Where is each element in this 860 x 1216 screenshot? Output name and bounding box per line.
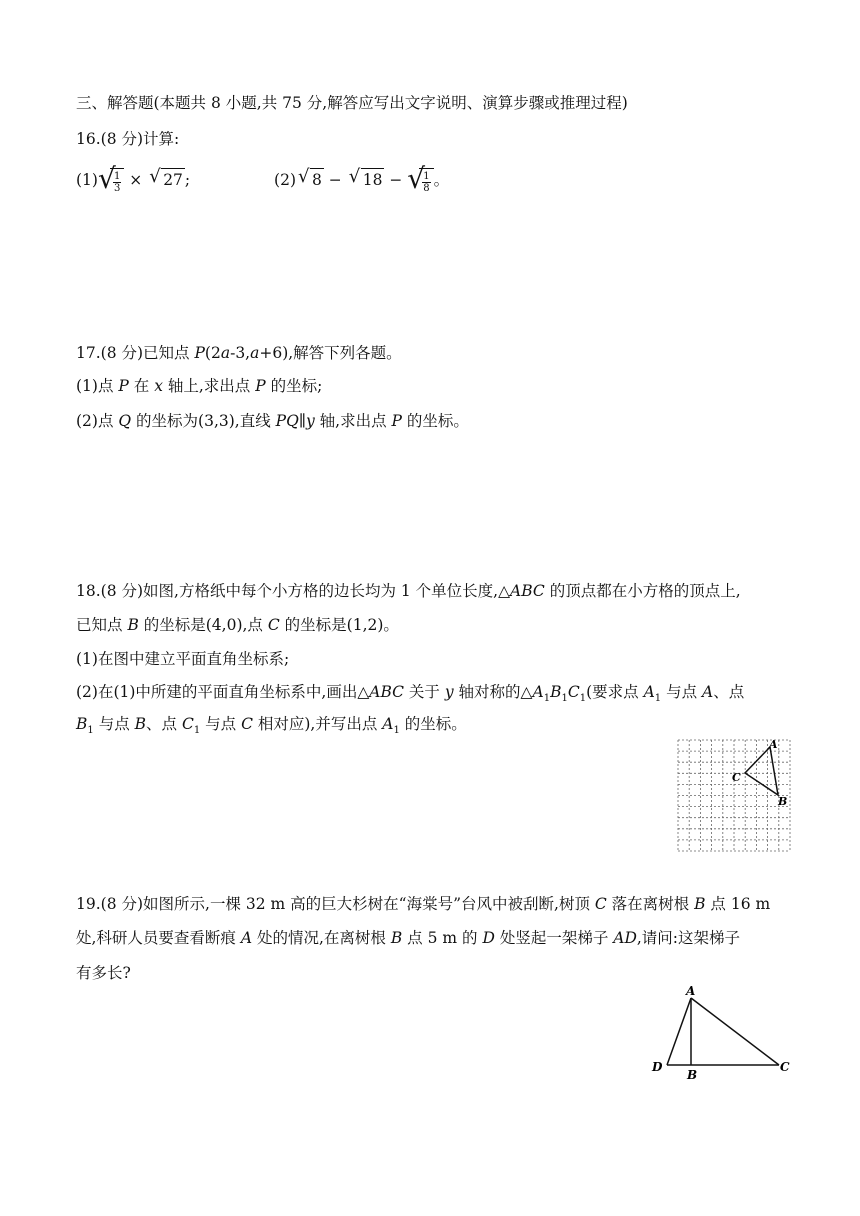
q17-heading: 17.(8 分)已知点 P(2a-3,a+6),解答下列各题。 xyxy=(76,344,402,362)
label-b: B xyxy=(687,1068,698,1082)
q18-line2: 已知点 B 的坐标是(4,0),点 C 的坐标是(1,2)。 xyxy=(76,616,399,634)
sqrt-27: √ 27 xyxy=(149,166,183,189)
q16-p2-end: 。 xyxy=(433,171,450,189)
q16-p1-label: (1) xyxy=(76,171,98,189)
label-b: B xyxy=(778,795,788,808)
q16-p2-minus1: − xyxy=(323,171,347,189)
q18-line1: 18.(8 分)如图,方格纸中每个小方格的边长均为 1 个单位长度,△ABC 的顶点都在小方格的顶点上, xyxy=(76,582,741,600)
q18-part2: (2)在(1)中所建的平面直角坐标系中,画出△ABC 关于 y 轴对称的$\triangle A_1B_1C_1$(要求点 $A_1$ 与点 A、点 xyxy=(76,683,745,705)
sqrt-18: √ 18 xyxy=(348,166,383,189)
q16-part1 xyxy=(76,162,195,196)
sqrt-one-eighth: √ $\frac{1}{8}$ xyxy=(407,168,433,194)
q18-grid-figure xyxy=(677,739,791,852)
section-title: 三、解答题(本题共 8 小题,共 75 分,解答应写出文字说明、演算步骤或推理过程) xyxy=(76,94,628,112)
q16-p2-label: (2) xyxy=(274,171,296,189)
triangle-abc xyxy=(745,747,778,795)
q16-p1-num: 1 xyxy=(113,170,121,182)
q16-p2-minus2: − xyxy=(384,171,408,189)
q17-part2: (2)点 Q 的坐标为(3,3),直线 PQ∥y 轴,求出点 P 的坐标。 xyxy=(76,412,469,430)
sqrt-one-third: √ $\frac{1}{3}$ xyxy=(98,168,124,194)
q16-p1-times: × xyxy=(124,171,148,189)
q18-part1: (1)在图中建立平面直角坐标系; xyxy=(76,650,290,668)
label-c: C xyxy=(780,1060,790,1074)
q19-line3: 有多长? xyxy=(76,964,131,982)
q16-heading: 16.(8 分)计算: xyxy=(76,130,180,148)
broken-ac xyxy=(691,998,779,1065)
ladder-ad xyxy=(667,998,691,1065)
q16-part2 xyxy=(274,162,450,196)
q19-line2: 处,科研人员要查看断痕 A 处的情况,在离树根 B 点 5 m 的 D 处竖起一架梯子 AD,请问:这架梯子 xyxy=(76,929,741,947)
q19-line1: 19.(8 分)如图所示,一棵 32 m 高的巨大杉树在“海棠号”台风中被刮断,树顶 C 落在离树根 B 点 16 m xyxy=(76,895,771,913)
label-d: D xyxy=(652,1060,663,1074)
grid-lines xyxy=(678,740,790,851)
label-a: A xyxy=(686,984,696,998)
label-a: A xyxy=(769,739,778,751)
label-c: C xyxy=(732,771,741,784)
sqrt-8: √ 8 xyxy=(298,166,322,189)
q19-triangle-figure xyxy=(645,983,795,1083)
q16-p2-num: 1 xyxy=(423,170,430,182)
q18-part3: $B_1$ 与点 B、点 $C_1$ 与点 C 相对应),并写出点 $A_1$ 的坐标。 xyxy=(76,715,467,737)
q16-parts xyxy=(76,162,450,198)
q16-p1-den: 3 xyxy=(113,182,121,194)
q16-p2-den: 8 xyxy=(423,182,430,194)
q16-p1-end: ; xyxy=(184,171,191,189)
q17-part1: (1)点 P 在 x 轴上,求出点 P 的坐标; xyxy=(76,377,323,395)
